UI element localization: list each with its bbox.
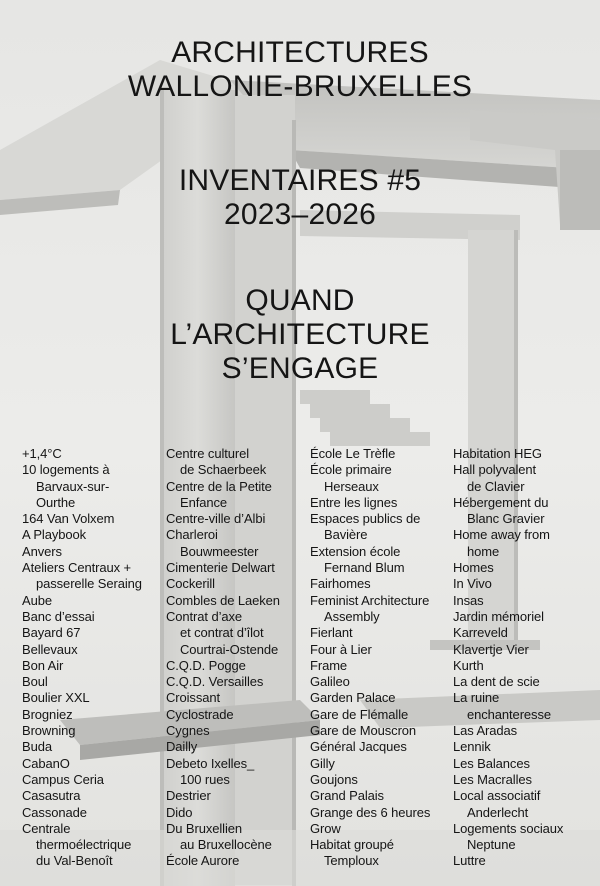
index-entry (310, 593, 452, 626)
index-entry (453, 495, 595, 528)
index-entry-text: Gare de Mouscron (310, 723, 417, 739)
index-entry-text: Luttre (453, 853, 486, 869)
index-entry-text: Gare de Flémalle (310, 706, 409, 722)
index-entry-text: La ruine (453, 690, 500, 706)
index-entry-continuation: Herseaux (324, 478, 379, 494)
index-entry (22, 707, 164, 723)
index-entry-text: Destrier (166, 788, 211, 804)
index-entry-continuation: Temploux (324, 853, 379, 869)
index-entry (453, 788, 595, 821)
index-entry (453, 609, 595, 625)
index-entry (453, 642, 595, 658)
index-entry (22, 625, 164, 641)
index-entry-text: C.Q.D. Versailles (166, 674, 264, 690)
index-entry-continuation: et contrat d’îlot (180, 625, 264, 641)
index-entry (22, 609, 164, 625)
index-entry (166, 658, 306, 674)
index-entry-continuation: Enfance (180, 494, 228, 510)
index-entry-text: Cyclostrade (166, 706, 234, 722)
index-entry (22, 658, 164, 674)
index-entry-text: Centre culturel (166, 446, 250, 461)
index-entry-text: Garden Palace (310, 690, 396, 706)
index-entry-text: Insas (453, 592, 484, 608)
index-entry-text: Dailly (166, 739, 198, 755)
index-entry-text: Gilly (310, 755, 335, 771)
cover-title-line: ARCHITECTURES (171, 36, 429, 69)
index-entry-text: Fierlant (310, 625, 353, 641)
index-column-4 (453, 446, 595, 870)
index-entry-text: Centre de la Petite (166, 478, 272, 494)
index-entry (22, 527, 164, 543)
index-entry-continuation: Assembly (324, 608, 380, 624)
index-entry (166, 756, 306, 789)
index-entry (453, 723, 595, 739)
index-entry (310, 658, 452, 674)
index-entry (166, 511, 306, 527)
index-entry (166, 446, 306, 479)
index-entry (166, 690, 306, 706)
index-entry (310, 674, 452, 690)
index-entry (453, 593, 595, 609)
index-entry (22, 723, 164, 739)
index-entry (166, 479, 306, 512)
index-entry (22, 690, 164, 706)
index-entry-continuation: passerelle Seraing (36, 576, 142, 592)
index-entry-text: Feminist Architecture (310, 592, 430, 608)
index-entry-text: Grow (310, 820, 341, 836)
cover-subtitle (0, 164, 600, 232)
index-entry-text: Du Bruxellien (166, 820, 243, 836)
index-entry-text: Jardin mémoriel (453, 608, 544, 624)
index-entry (453, 576, 595, 592)
index-entry (22, 756, 164, 772)
index-entry-text: Banc d’essai (22, 608, 95, 624)
index-entry (166, 805, 306, 821)
cover-title (0, 36, 600, 104)
index-entry-text: Croissant (166, 690, 221, 706)
index-entry-text: Bellevaux (22, 641, 78, 657)
index-entry-continuation: Ourthe (36, 494, 76, 510)
index-entry-text: Grange des 6 heures (310, 804, 431, 820)
index-entry-continuation: de Schaerbeek (180, 462, 267, 478)
index-entry-continuation: home (467, 543, 500, 559)
index-entry-text: Lennik (453, 739, 491, 755)
index-entry-text: Local associatif (453, 788, 541, 804)
index-entry (453, 690, 595, 723)
index-entry-text: Les Macralles (453, 771, 532, 787)
index-entry-text: Habitation HEG (453, 446, 542, 461)
index-entry-text: Goujons (310, 771, 358, 787)
index-entry-text: Hall polyvalent (453, 462, 537, 478)
index-entry-text: Klavertje Vier (453, 641, 529, 657)
index-entry (22, 544, 164, 560)
index-entry (453, 462, 595, 495)
index-entry-text: Combles de Laeken (166, 592, 280, 608)
index-entry-text: Fairhomes (310, 576, 371, 592)
index-entry-continuation: enchanteresse (467, 706, 551, 722)
index-entry (310, 772, 452, 788)
index-entry-text: Boulier XXL (22, 690, 90, 706)
index-entry (166, 576, 306, 592)
index-entry (453, 658, 595, 674)
index-entry-text: Frame (310, 657, 348, 673)
index-entry-continuation: Barvaux-sur- (36, 478, 110, 494)
index-entry (310, 788, 452, 804)
index-entry (310, 723, 452, 739)
index-entry-text: A Playbook (22, 527, 87, 543)
index-entry-text: Habitat groupé (310, 837, 394, 853)
index-entry (22, 511, 164, 527)
index-entry-text: Grand Palais (310, 788, 384, 804)
index-entry-continuation: Bouwmeester (180, 543, 259, 559)
index-entry-text: Ateliers Centraux + (22, 560, 132, 576)
index-entry-text: Extension école (310, 543, 401, 559)
index-entry-text: La dent de scie (453, 674, 540, 690)
index-entry-text: Bon Air (22, 657, 64, 673)
index-entry (310, 495, 452, 511)
index-entry (166, 609, 306, 658)
index-entry-text: Cygnes (166, 723, 210, 739)
index-entry (166, 527, 306, 560)
index-entry (22, 772, 164, 788)
index-entry (453, 756, 595, 772)
index-entry (22, 560, 164, 593)
index-entry-text: Centrale (22, 820, 71, 836)
index-entry (22, 821, 164, 870)
index-entry-continuation: Neptune (467, 837, 516, 853)
index-entry-continuation: au Bruxellocène (180, 837, 272, 853)
index-entry (166, 707, 306, 723)
index-entry (166, 593, 306, 609)
index-column-2 (166, 446, 306, 870)
cover-tagline (0, 284, 600, 386)
cover-subtitle-line: 2023–2026 (224, 198, 376, 231)
index-entry (310, 576, 452, 592)
index-entry-text: Général Jacques (310, 739, 407, 755)
index-entry (453, 560, 595, 576)
index-entry-text: Debeto Ixelles_ (166, 755, 255, 771)
index-entry-continuation: Anderlecht (467, 804, 529, 820)
index-entry (310, 642, 452, 658)
index-entry-text: Campus Ceria (22, 771, 104, 787)
index-entry (166, 788, 306, 804)
index-entry-text: +1,4°C (22, 446, 62, 461)
index-entry (310, 625, 452, 641)
index-entry (22, 446, 164, 462)
index-entry-continuation: de Clavier (467, 478, 525, 494)
index-entry (310, 756, 452, 772)
index-entry (22, 805, 164, 821)
index-entry-text: CabanO (22, 755, 70, 771)
index-entry (166, 674, 306, 690)
index-entry-continuation: Courtrai-Ostende (180, 641, 279, 657)
index-entry-text: Cassonade (22, 804, 87, 820)
index-entry-text: Dido (166, 804, 193, 820)
index-column-3 (310, 446, 452, 870)
index-entry (166, 560, 306, 576)
index-entry (166, 821, 306, 854)
index-entry (453, 674, 595, 690)
index-entry (453, 853, 595, 869)
index-entry-text: École Le Trèfle (310, 446, 396, 461)
index-entry (310, 821, 452, 837)
index-entry (166, 853, 306, 869)
index-entry (310, 805, 452, 821)
cover-tagline-line: L’ARCHITECTURE (170, 318, 430, 351)
index-entry-text: Entre les lignes (310, 494, 398, 510)
index-entry (310, 739, 452, 755)
index-entry (310, 446, 452, 462)
index-entry-text: Cimenterie Delwart (166, 560, 275, 576)
index-entry-text: Centre-ville d’Albi (166, 511, 266, 527)
project-index (0, 446, 600, 886)
index-entry (166, 739, 306, 755)
index-entry-text: Anvers (22, 543, 62, 559)
index-entry-text: Bayard 67 (22, 625, 81, 641)
index-entry (22, 593, 164, 609)
cover-tagline-line: S’ENGAGE (221, 352, 379, 385)
index-entry-text: Browning (22, 723, 76, 739)
index-entry (453, 527, 595, 560)
index-entry (22, 739, 164, 755)
index-entry-continuation: du Val-Benoît (36, 853, 113, 869)
cover-subtitle-line: INVENTAIRES #5 (178, 164, 422, 197)
index-entry-text: Karreveld (453, 625, 508, 641)
index-entry (22, 642, 164, 658)
index-entry-text: C.Q.D. Pogge (166, 657, 246, 673)
index-entry (310, 544, 452, 577)
index-entry-text: Las Aradas (453, 723, 518, 739)
index-entry-text: Galileo (310, 674, 350, 690)
index-entry (166, 723, 306, 739)
index-entry-continuation: 100 rues (180, 771, 230, 787)
index-entry-continuation: Bavière (324, 527, 368, 543)
index-entry (453, 772, 595, 788)
index-entry (310, 707, 452, 723)
index-entry-text: Espaces publics de (310, 511, 421, 527)
index-entry-text: Brogniez (22, 706, 73, 722)
index-entry-text: Aube (22, 592, 52, 608)
index-entry (310, 462, 452, 495)
index-entry-text: Contrat d’axe (166, 608, 243, 624)
index-entry (453, 625, 595, 641)
index-entry-text: 164 Van Volxem (22, 511, 115, 527)
index-entry-text: In Vivo (453, 576, 492, 592)
index-entry (22, 788, 164, 804)
index-entry (310, 511, 452, 544)
index-entry-text: Logements sociaux (453, 820, 564, 836)
index-entry-text: Hébergement du (453, 494, 549, 510)
index-entry-text: Les Balances (453, 755, 530, 771)
index-entry-text: Casasutra (22, 788, 81, 804)
index-entry-text: 10 logements à (22, 462, 110, 478)
index-entry (453, 821, 595, 854)
index-entry-text: Four à Lier (310, 641, 372, 657)
index-entry-text: Boul (22, 674, 48, 690)
index-entry (310, 837, 452, 870)
index-entry-text: Kurth (453, 657, 484, 673)
index-entry-text: Cockerill (166, 576, 215, 592)
index-entry (453, 446, 595, 462)
index-entry-continuation: Blanc Gravier (467, 511, 545, 527)
index-entry (22, 462, 164, 511)
index-entry-text: Charleroi (166, 527, 218, 543)
index-entry-text: École Aurore (166, 853, 240, 869)
index-entry-text: Buda (22, 739, 52, 755)
index-entry (22, 674, 164, 690)
index-entry (310, 690, 452, 706)
index-entry-text: École primaire (310, 462, 392, 478)
cover-title-line: WALLONIE-BRUXELLES (127, 70, 473, 103)
index-entry-text: Homes (453, 560, 494, 576)
index-entry-continuation: thermoélectrique (36, 837, 132, 853)
index-entry-continuation: Fernand Blum (324, 560, 405, 576)
index-entry-text: Home away from (453, 527, 550, 543)
index-column-1 (22, 446, 164, 870)
index-entry (453, 739, 595, 755)
cover-tagline-line: QUAND (245, 284, 355, 317)
